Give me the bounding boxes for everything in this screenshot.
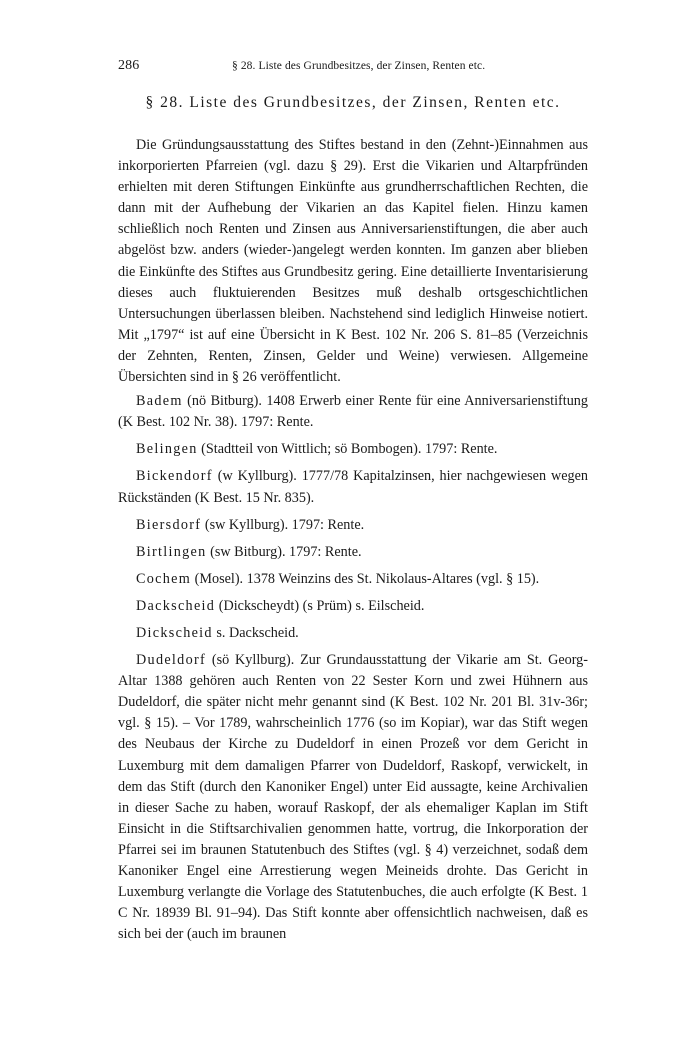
running-title: § 28. Liste des Grundbesitzes, der Zinsen, Renten etc. [232,60,486,72]
entry-name: Badem [136,393,183,410]
entry-text: s. Dackscheid. [212,624,299,641]
entry-badem [118,391,588,433]
entry-name: Dackscheid [136,597,216,614]
intro-paragraph: Die Gründungsausstattung des Stiftes bestand in den (Zehnt-)Einnahmen aus inkorporierten Pfarreien (vgl. dazu § 29). Erst die Vikarien und Altarpfründen erhielten mit deren Stiftungen Einkünfte aus grundherrschaftlichen Rechten, die dann mit der Aufhebung der Vikarien an das Kapitel fielen. Hinzu kamen schließlich noch Renten und Zinsen aus Anniversarienstiftungen, die aber auch abgelöst bzw. anders (wieder-)angelegt werden konnten. Im ganzen aber blieben die Einkünfte des Stiftes aus Grundbesitz gering. Eine detaillierte Inventarisierung dieses auch fluktuierenden Besitzes muß deshalb ortsgeschichtlichen Untersuchungen überlassen bleiben. Nachstehend sind lediglich Hinweise notiert. Mit „1797“ ist auf eine Übersicht in K Best. 102 Nr. 206 S. 81–85 (Verzeichnis der Zehnten, Renten, Zinsen, Gelder und Weine) verwiesen. Allgemeine Übersichten sind in § 26 veröffentlicht. [118,137,588,386]
entry-text: (Dickscheydt) (s Prüm) s. Eilscheid. [215,597,425,614]
entry-bickendorf [118,466,588,508]
entry-text: (sö Kyllburg). Zur Grundausstattung der Vikarie am St. Georg-Altar 1388 gehören auch Renten von 22 Sester Korn und zwei Hühnern aus Dudeldorf, die später nicht mehr genannt sind (K Best. 102 Nr. 201 Bl. 31v-36r; vgl. § 15). – Vor 1789, wahrscheinlich 1776 (so im Kopiar), war das Stift wegen des Neubaus der Kirche zu Dudeldorf in einen Prozeß vor dem Gericht in Luxemburg mit dem damaligen Pfarrer von Dudeldorf, Raskopf, verwickelt, in dem das Stift (durch den Kanoniker Engel) unter Eid aussagte, keine Archivalien in dieser Sache zu haben, worauf Raskopf, der als ehemaliger Kaplan im Stift Einsicht in die Stiftsarchivalien genommen hatte, vortrug, die Inkorporation der Pfarrei sei im braunen Statutenbuch des Stiftes (vgl. § 4) verzeichnet, sodaß dem Kanoniker Engel eine Arrestierung wegen Meineids drohte. Das Gericht in Luxemburg verlangte die Vorlage des Statutenbuches, die auch erfolgte (K Best. 1 C Nr. 18939 Bl. 91–94). Das Stift konnte aber offensichtlich nachweisen, daß es sich bei der (auch im braunen [118,652,588,943]
entry-name: Biersdorf [136,516,202,533]
entry-name: Dudeldorf [136,652,207,669]
entry-name: Cochem [136,570,192,587]
entry-dickscheid [118,623,588,644]
entry-belingen [118,439,588,460]
entry-cochem [118,569,588,590]
entry-text: (w Kyllburg). 1777/78 Kapitalzinsen, hier nachgewiesen wegen Rückständen (K Best. 15 Nr. 835). [118,468,588,506]
page-number: 286 [118,58,140,73]
entry-dackscheid [118,596,588,617]
entry-text: (sw Bitburg). 1797: Rente. [206,543,362,560]
entry-biersdorf [118,515,588,536]
entry-birtlingen [118,542,588,563]
entry-name: Belingen [136,441,198,458]
body-text [118,135,588,951]
entry-text: (sw Kyllburg). 1797: Rente. [201,516,365,533]
section-heading: § 28. Liste des Grundbesitzes, der Zinsen, Renten etc. [145,94,561,111]
entry-name: Bickendorf [136,468,213,485]
entry-text: (nö Bitburg). 1408 Erwerb einer Rente für eine Anniversarienstiftung (K Best. 102 Nr. 38). 1797: Rente. [118,393,588,431]
entry-name: Birtlingen [136,543,207,560]
entry-text: (Mosel). 1378 Weinzins des St. Nikolaus-Altares (vgl. § 15). [191,570,540,587]
entry-text: (Stadtteil von Wittlich; sö Bombogen). 1797: Rente. [197,441,498,458]
entry-name: Dickscheid [136,624,213,641]
entry-dudeldorf [118,650,588,945]
